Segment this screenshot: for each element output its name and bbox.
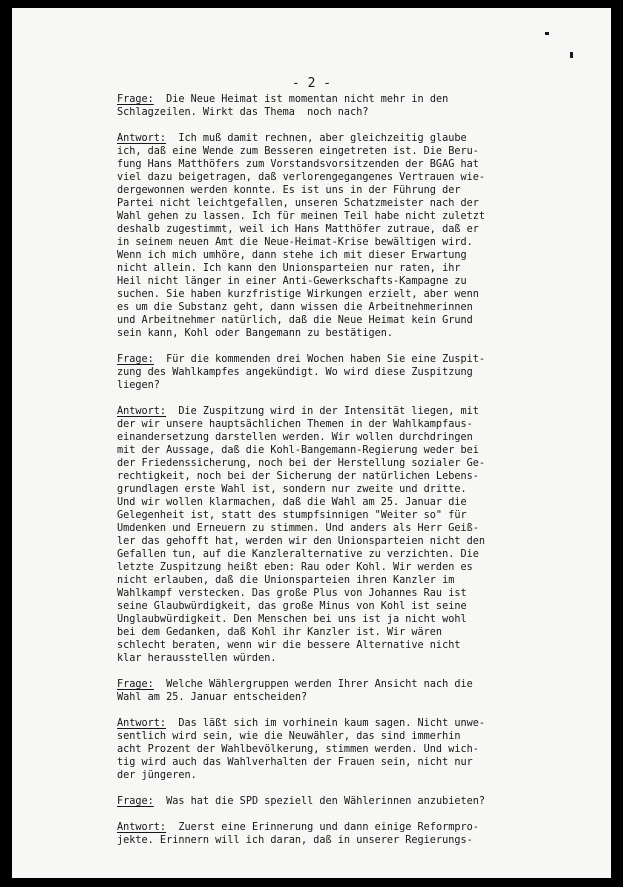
text-line: Umdenken und Erneuern zu stimmen. Und anders als Herr Geiß-: [117, 523, 479, 534]
text-line: ich, daß eine Wende zum Besseren eingetreten ist. Die Beru-: [117, 146, 479, 157]
text-line: der Friedenssicherung, noch bei der Herstellung sozialer Ge-: [117, 458, 486, 469]
text-line: acht Prozent der Wahlbevölkerung, stimmen werden. Und wich-: [117, 744, 479, 755]
text-line: [117, 717, 557, 730]
text-line: klar herausstellen würden.: [117, 653, 277, 664]
text-line: suchen. Sie haben kurzfristige Wirkungen erzielt, aber wenn: [117, 289, 479, 300]
text-line: [117, 678, 557, 691]
text-line: zung des Wahlkampfes angekündigt. Wo wird diese Zuspitzung: [117, 367, 473, 378]
text-line: Gelegenheit ist, statt des stumpfsinnigen "Weiter so" für: [117, 510, 467, 521]
text-line: Heil nicht länger in einer Anti-Gewerkschafts-Kampagne zu: [117, 276, 467, 287]
question-paragraph: [117, 353, 557, 392]
text-line: ler das gehofft hat, werden wir den Unionsparteien nicht den: [117, 536, 486, 547]
scan-speck-mark: [545, 32, 549, 35]
text-line: Wenn ich mich umhöre, dann stehe ich mit dieser Erwartung: [117, 250, 467, 261]
line-text: Das läßt sich im vorhinein kaum sagen. Nicht unwe-: [166, 718, 486, 729]
text-line: einandersetzung darstellen werden. Wir wollen durchdringen: [117, 432, 473, 443]
text-line: nicht allein. Ich kann den Unionsparteien nur raten, ihr: [117, 263, 461, 274]
text-line: [117, 821, 557, 834]
text-line: Wahl gehen zu lassen. Ich für meinen Teil habe nicht zuletzt: [117, 211, 486, 222]
text-line: letzte Zuspitzung heißt eben: Rau oder Kohl. Wir werden es: [117, 562, 473, 573]
text-line: Wahl am 25. Januar entscheiden?: [117, 692, 308, 703]
interview-text: [117, 93, 557, 860]
answer-label: Antwort:: [117, 406, 167, 417]
text-line: [117, 93, 557, 106]
question-label: Frage:: [117, 94, 154, 105]
text-line: dergewonnen werden konnte. Es ist uns in der Führung der: [117, 185, 461, 196]
text-line: und Arbeitnehmer natürlich, daß die Neue Heimat kein Grund: [117, 315, 473, 326]
text-line: mit der Aussage, daß die Kohl-Bangemann-Regierung weder bei: [117, 445, 479, 456]
text-line: [117, 795, 557, 808]
text-line: Schlagzeilen. Wirkt das Thema noch nach?: [117, 107, 369, 118]
line-text: Was hat die SPD speziell den Wählerinnen anzubieten?: [153, 796, 486, 807]
text-line: Partei nicht leichtgefallen, unseren Schatzmeister nach der: [117, 198, 479, 209]
text-line: bei dem Gedanken, daß Kohl ihr Kanzler ist. Wir wären: [117, 627, 443, 638]
answer-label: Antwort:: [117, 718, 167, 729]
answer-label: Antwort:: [117, 133, 167, 144]
question-paragraph: [117, 93, 557, 119]
line-text: Zuerst eine Erinnerung und dann einige Reformpro-: [166, 822, 479, 833]
line-text: Die Neue Heimat ist momentan nicht mehr in den: [153, 94, 449, 105]
text-line: Und wir wollen klarmachen, daß die Wahl am 25. Januar die: [117, 497, 467, 508]
text-line: [117, 353, 557, 366]
scan-tick-mark: [570, 52, 573, 58]
line-text: Welche Wählergruppen werden Ihrer Ansicht nach die: [153, 679, 473, 690]
text-line: sentlich wird sein, wie die Neuwähler, das sind immerhin: [117, 731, 461, 742]
text-line: tig wird auch das Wahlverhalten der Frauen sein, nicht nur: [117, 757, 473, 768]
answer-paragraph: [117, 821, 557, 847]
text-line: viel dazu beigetragen, daß verlorengegangenes Vertrauen wie-: [117, 172, 486, 183]
text-line: es um die Substanz geht, dann wissen die Arbeitnehmerinnen: [117, 302, 473, 313]
line-text: Ich muß damit rechnen, aber gleichzeitig glaube: [166, 133, 467, 144]
text-line: in seinem neuen Amt die Neue-Heimat-Krise bewältigen wird.: [117, 237, 473, 248]
text-line: seine Glaubwürdigkeit, das große Minus von Kohl ist seine: [117, 601, 467, 612]
line-text: Für die kommenden drei Wochen haben Sie eine Zuspit-: [153, 354, 486, 365]
answer-label: Antwort:: [117, 822, 167, 833]
text-line: [117, 132, 557, 145]
question-label: Frage:: [117, 796, 154, 807]
text-line: der wir unsere hauptsächlichen Themen in der Wahlkampfaus-: [117, 419, 473, 430]
text-line: fung Hans Matthöfers zum Vorstandsvorsitzenden der BGAG hat: [117, 159, 479, 170]
text-line: Unglaubwürdigkeit. Den Menschen bei uns ist ja nicht wohl: [117, 614, 467, 625]
answer-paragraph: [117, 717, 557, 782]
question-paragraph: [117, 678, 557, 704]
text-line: der jüngeren.: [117, 770, 197, 781]
answer-paragraph: [117, 132, 557, 340]
text-line: Gefallen tun, auf die Kanzleralternative zu verzichten. Die: [117, 549, 479, 560]
text-line: schlecht beraten, wenn wir die bessere Alternative nicht: [117, 640, 461, 651]
text-line: deshalb zugestimmt, weil ich Hans Matthöfer zutraue, daß er: [117, 224, 479, 235]
page-number: - 2 -: [291, 76, 332, 91]
line-text: Die Zuspitzung wird in der Intensität liegen, mit: [166, 406, 479, 417]
text-line: nicht erlauben, daß die Unionsparteien ihren Kanzler im: [117, 575, 455, 586]
text-line: sein kann, Kohl oder Bangemann zu bestätigen.: [117, 328, 394, 339]
text-line: liegen?: [117, 380, 160, 391]
text-line: Wahlkampf verstecken. Das große Plus von Johannes Rau ist: [117, 588, 467, 599]
text-line: grundlagen erste Wahl ist, sondern nur zweite und dritte.: [117, 484, 467, 495]
text-line: rechtigkeit, noch bei der Sicherung der natürlichen Lebens-: [117, 471, 479, 482]
question-label: Frage:: [117, 354, 154, 365]
text-line: jekte. Erinnern will ich daran, daß in unserer Regierungs-: [117, 835, 473, 846]
question-paragraph: [117, 795, 557, 808]
answer-paragraph: [117, 405, 557, 665]
text-line: [117, 405, 557, 418]
question-label: Frage:: [117, 679, 154, 690]
